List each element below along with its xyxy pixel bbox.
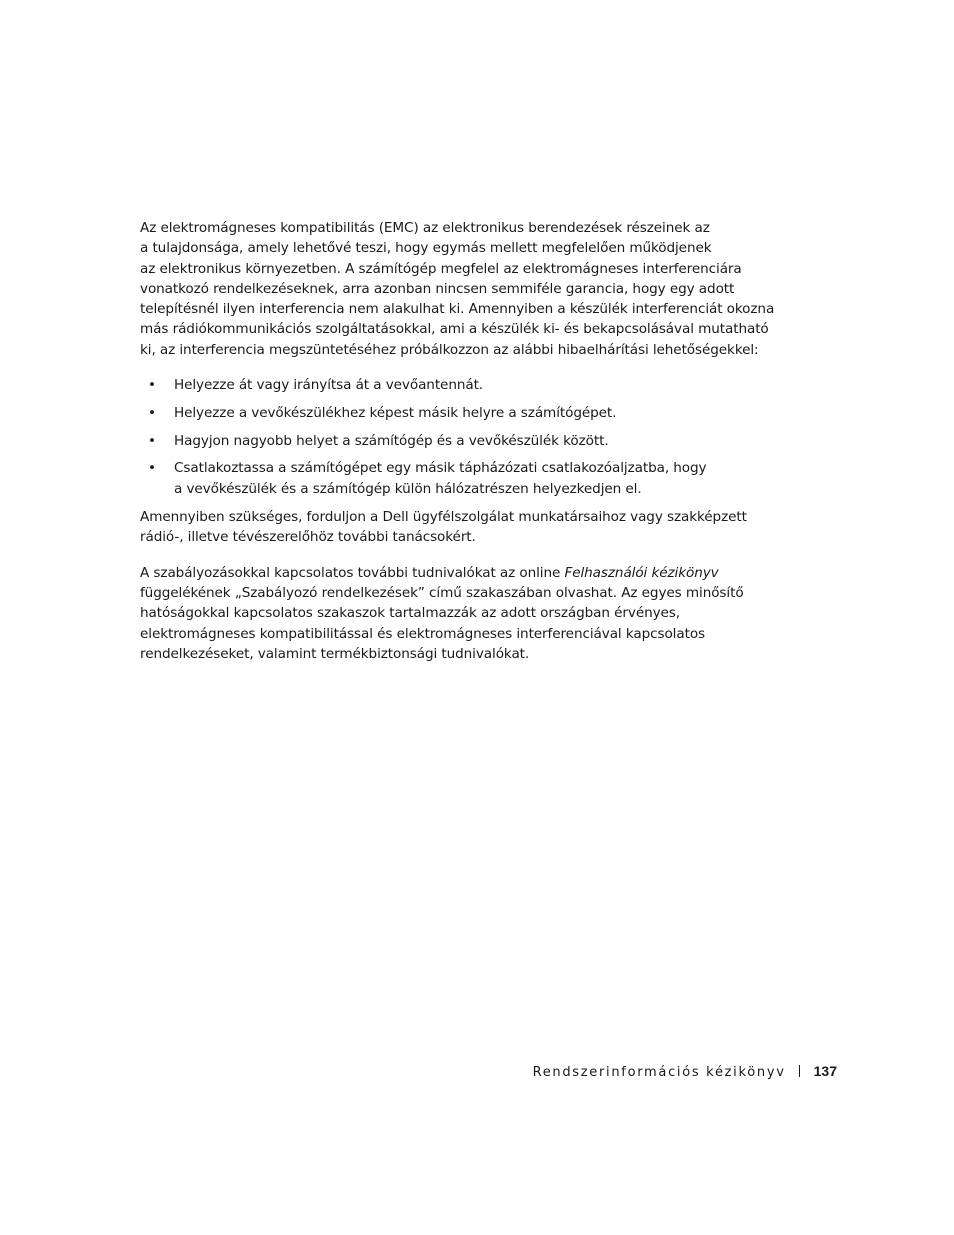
text-line: a tulajdonsága, amely lehetővé teszi, hogy egymás mellett megfelelően működjenek [140, 240, 712, 257]
page-number: 137 [813, 1063, 837, 1079]
text-line: Amennyiben szükséges, forduljon a Dell ügyfélszolgálat munkatársaihoz vagy szakképzett [140, 509, 747, 526]
text-line: az elektronikus környezetben. A számítógép megfelel az elektromágneses interferenciára [140, 260, 742, 277]
text-line [140, 563, 740, 583]
list-item-text: Helyezze a vevőkészülékhez képest másik helyre a számítógépet. [174, 404, 617, 421]
footer-divider [799, 1065, 800, 1077]
text-line: ki, az interferencia megszüntetéséhez próbálkozzon az alábbi hibaelhárítási lehetőségekkel: [140, 341, 759, 358]
bullet-icon: • [148, 432, 156, 449]
list-item [140, 403, 740, 423]
text-line: vonatkozó rendelkezéseknek, arra azonban nincsen semmiféle garancia, hogy egy adott [140, 280, 735, 297]
text-line: függelékének „Szabályozó rendelkezések” című szakaszában olvashat. Az egyes minősítő [140, 584, 744, 601]
text-line: elektromágneses kompatibilitással és elektromágneses interferenciával kapcsolatos [140, 625, 706, 642]
list-item [140, 458, 740, 499]
bullet-icon: • [148, 460, 156, 477]
contact-paragraph [140, 507, 747, 548]
list-item-text: Csatlakoztassa a számítógépet egy másik tápházózati csatlakozóaljzatba, hogy [174, 460, 707, 477]
list-item-text: a vevőkészülék és a számítógép külön hálózatrészen helyezkedjen el. [174, 480, 642, 497]
page-body [140, 218, 775, 664]
list-item [140, 375, 740, 395]
emc-intro-paragraph [140, 218, 775, 360]
list-item-text: Helyezze át vagy irányítsa át a vevőantennát. [174, 377, 484, 394]
troubleshooting-list [140, 375, 740, 499]
manual-title-reference: Felhasználói kézikönyv [564, 564, 719, 581]
bullet-icon: • [148, 404, 156, 421]
text-line: hatóságokkal kapcsolatos szakaszok tartalmazzák az adott országban érvényes, [140, 605, 681, 622]
text-line: Az elektromágneses kompatibilitás (EMC) az elektronikus berendezések részeinek az [140, 220, 710, 236]
text-line: rádió-, illetve tévészerelőhöz további tanácsokért. [140, 529, 476, 546]
page-footer [533, 1062, 837, 1082]
text-line: rendelkezéseket, valamint termékbiztonsági tudnivalókat. [140, 645, 530, 662]
footer-title: Rendszerinformációs kézikönyv [532, 1065, 786, 1080]
list-item [140, 431, 740, 451]
list-item-text: Hagyjon nagyobb helyet a számítógép és a vevőkészülék között. [174, 432, 609, 449]
text-line: telepítésnél ilyen interferencia nem alakulhat ki. Amennyiben a készülék interferenciát okozna [140, 301, 775, 318]
bullet-icon: • [148, 377, 156, 394]
regulatory-info-paragraph [140, 563, 744, 664]
text-fragment: A szabályozásokkal kapcsolatos további tudnivalókat az online [140, 564, 565, 581]
text-line: más rádiókommunikációs szolgáltatásokkal, ami a készülék ki- és bekapcsolásával mutatható [140, 321, 769, 338]
